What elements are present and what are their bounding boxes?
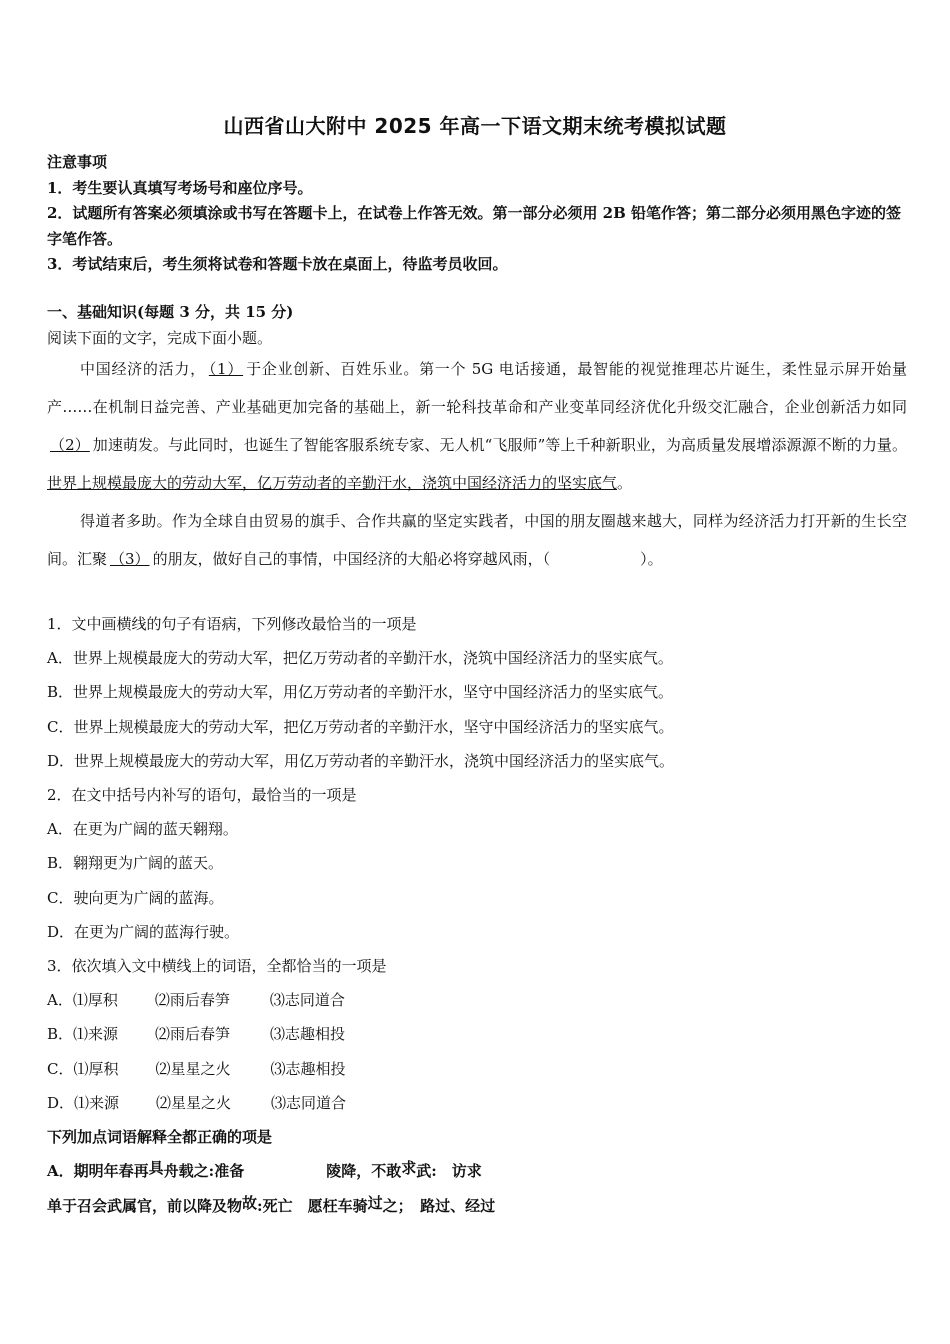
question-2-stem: 2．在文中括号内补写的语句，最恰当的一项是 bbox=[47, 786, 357, 804]
question-2-option-b: B．翱翔更为广阔的蓝天。 bbox=[47, 854, 224, 872]
underlined-sentence: 世界上规模最庞大的劳动大军，亿万劳动者的辛勤汗水，浇筑中国经济活力的坚实底气 bbox=[47, 474, 618, 492]
reading-passage bbox=[47, 350, 907, 578]
question-4-stem: 下列加点词语解释全都正确的项是 bbox=[47, 1128, 273, 1146]
question-1-option-c: C．世界上规模最庞大的劳动大军，把亿万劳动者的辛勤汗水，坚守中国经济活力的坚实底气。 bbox=[47, 718, 674, 736]
answer-gap bbox=[550, 550, 640, 568]
question-3-stem: 3．依次填入文中横线上的词语，全都恰当的一项是 bbox=[47, 957, 387, 975]
blank-2: （2） bbox=[50, 436, 90, 454]
question-3-option-a: A．⑴厚积 ⑵雨后春笋 ⑶志同道合 bbox=[47, 991, 345, 1009]
passage-paragraph-2: 得道者多助。作为全球自由贸易的旗手、合作共赢的坚定实践者，中国的朋友圈越来越大，同样为经济活力打开新的生长空间。汇聚 （3） 的朋友，做好自己的事情，中国经济的大船必将穿越风雨，（ ）。 bbox=[47, 512, 907, 568]
page-title: 山西省山大附中 2025 年高一下语文期末统考模拟试题 bbox=[223, 114, 727, 138]
question-2-option-c: C．驶向更为广阔的蓝海。 bbox=[47, 889, 224, 907]
question-1-option-b: B．世界上规模最庞大的劳动大军，用亿万劳动者的辛勤汗水，坚守中国经济活力的坚实底气。 bbox=[47, 683, 674, 701]
notice-heading: 注意事项 bbox=[47, 153, 108, 171]
question-2-option-a: A．在更为广阔的蓝天翱翔。 bbox=[47, 820, 238, 838]
question-4-line-2: 单于召会武属官，前以降及物故:死亡 愿枉车骑过之； 路过、经过 bbox=[47, 1194, 496, 1215]
blank-1: （1） bbox=[208, 360, 244, 378]
question-3-option-c: C．⑴厚积 ⑵星星之火 ⑶志趣相投 bbox=[47, 1060, 346, 1078]
section-heading: 一、基础知识(每题 3 分，共 15 分) bbox=[47, 303, 294, 321]
question-1-option-d: D．世界上规模最庞大的劳动大军，用亿万劳动者的辛勤汗水，浇筑中国经济活力的坚实底气。 bbox=[47, 752, 675, 770]
question-3-option-b: B．⑴来源 ⑵雨后春笋 ⑶志趣相投 bbox=[47, 1025, 346, 1043]
question-1-option-a: A．世界上规模最庞大的劳动大军，把亿万劳动者的辛勤汗水，浇筑中国经济活力的坚实底气。 bbox=[47, 649, 673, 667]
notice-block bbox=[47, 150, 907, 278]
question-3-option-d: D．⑴来源 ⑵星星之火 ⑶志同道合 bbox=[47, 1094, 347, 1112]
notice-item-1: 1．考生要认真填写考场号和座位序号。 bbox=[47, 178, 313, 197]
question-1-stem: 1．文中画横线的句子有语病，下列修改最恰当的一项是 bbox=[47, 615, 417, 633]
section-instruction: 阅读下面的文字，完成下面小题。 bbox=[47, 329, 273, 347]
question-2-option-d: D．在更为广阔的蓝海行驶。 bbox=[47, 923, 240, 941]
notice-item-3: 3．考试结束后，考生须将试卷和答题卡放在桌面上，待监考员收回。 bbox=[47, 255, 508, 273]
blank-3: （3） bbox=[110, 550, 150, 568]
notice-item-2: 2．试题所有答案必须填涂或书写在答题卡上，在试卷上作答无效。第一部分必须用 2B 铅笔作答；第二部分必须用黑色字迹的签字笔作答。 bbox=[47, 204, 902, 248]
question-4-option-a: A．期明年春再具舟载之:准备 陵降，不敢求武: 访求 bbox=[47, 1159, 482, 1180]
passage-paragraph-1: 中国经济的活力， （1） 于企业创新、百姓乐业。第一个 5G 电话接通，最智能的视觉推理芯片诞生，柔性显示屏开始量产……在机制日益完善、产业基础更加完备的基础上，新一轮科技革命和产业变革同经济优化升级交汇融合，企业创新活力如同（2） 加速萌发。与此同时，也诞生了智能客服系统专家、无人机“飞服师”等上千种新职业，为高质量发展增添源源不断的力量。世界上规模最庞大的劳动大军，亿万劳动者的辛勤汗水，浇筑中国经济活力的坚实底气。 bbox=[47, 360, 908, 492]
